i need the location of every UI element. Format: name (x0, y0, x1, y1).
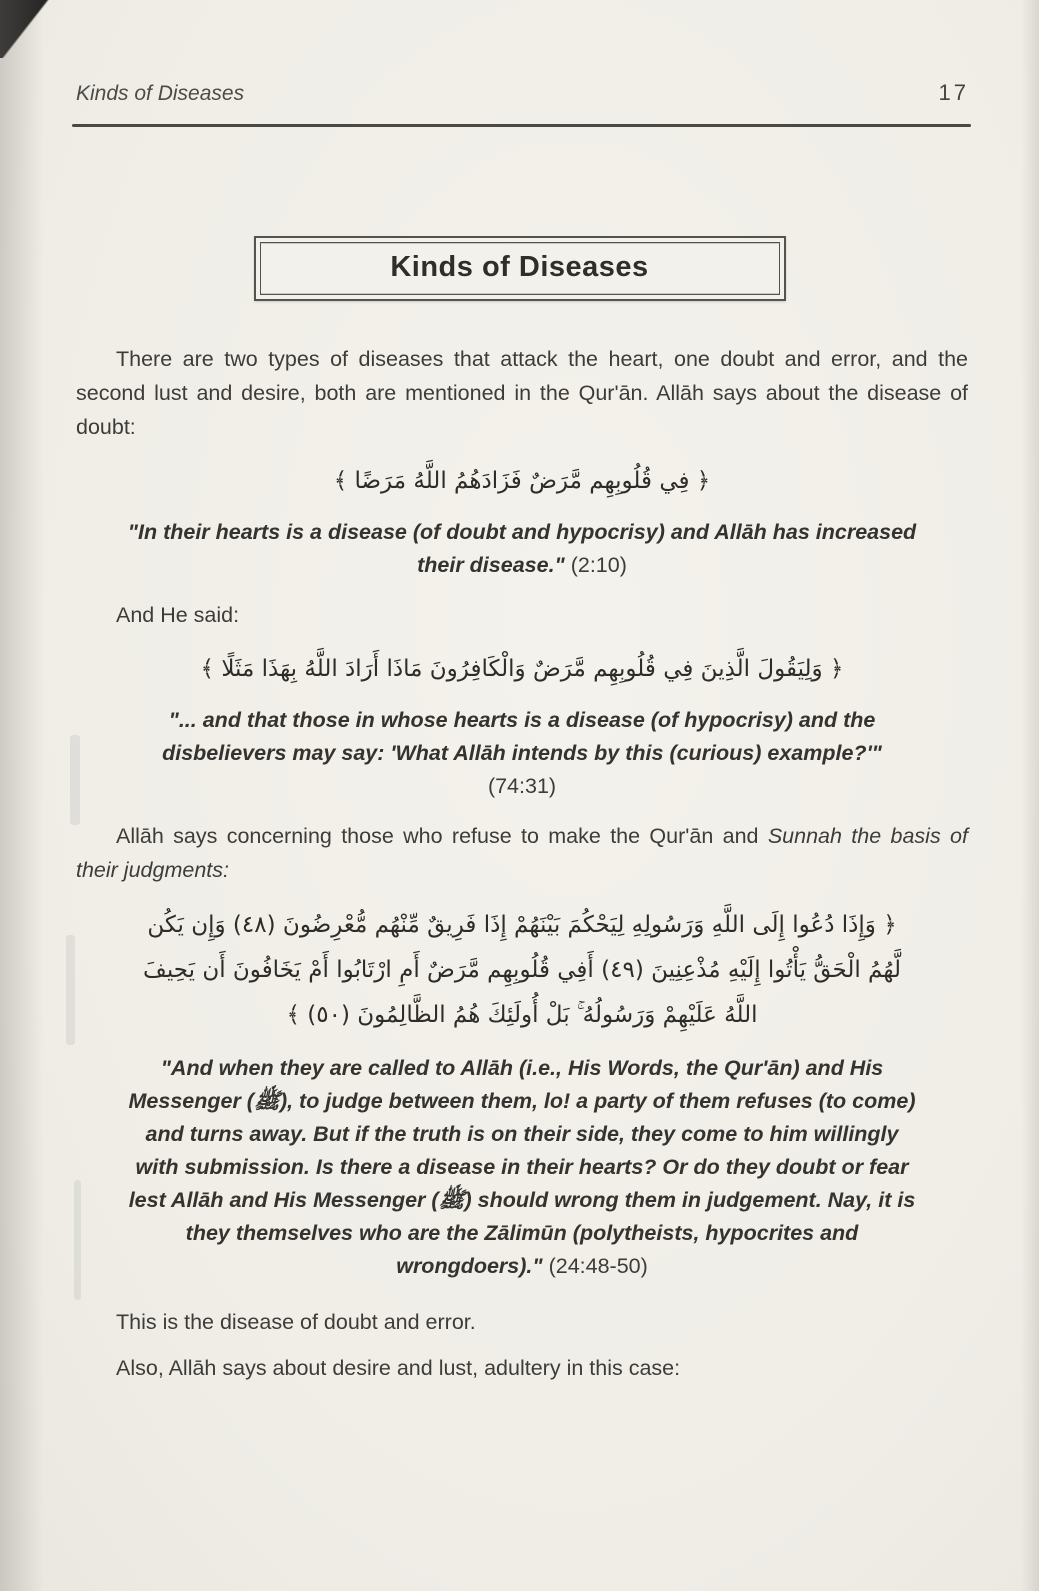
chapter-title: Kinds of Diseases (390, 251, 649, 283)
paragraph-conclusion: This is the disease of doubt and error. (116, 1310, 476, 1334)
paragraph-judgments-italic: Sunnah the basis of their judgments: (76, 824, 968, 882)
verse-reference-2-10: (2:10) (570, 553, 627, 577)
arabic-verses-24-48-50 (76, 903, 968, 1038)
running-header (76, 80, 969, 106)
verse-reference-24-48-50: (24:48-50) (548, 1254, 648, 1278)
page-content (76, 342, 968, 1385)
paragraph-judgments-text: Allāh says concerning those who refuse to make the Qur'ān and (116, 824, 759, 848)
translation-text: "... and that those in whose hearts is a disease (of hypocrisy) and the disbelievers may say: 'What Allāh intends by this (curious) example?'" (162, 708, 882, 765)
verse-reference-74-31: (74:31) (487, 774, 557, 798)
paragraph-and-he-said: And He said: (116, 603, 240, 627)
page-number: 17 (938, 80, 969, 105)
scan-right-edge-shadow (1021, 0, 1039, 1591)
scan-left-edge-shadow (0, 0, 44, 1591)
translation-quote-74-31 (127, 704, 917, 803)
paragraph-judgments (76, 819, 968, 887)
arabic-verse-line: لَّهُمُ الْحَقُّ يَأْتُوا إِلَيْهِ مُذْعِنِينَ (٤٩) أَفِي قُلُوبِهِم مَّرَضٌ أَمِ ارْتَابُوا أَمْ يَخَافُونَ أَن يَحِيفَ (143, 957, 901, 983)
header-rule (72, 124, 971, 127)
arabic-verse-line: اللَّهُ عَلَيْهِمْ وَرَسُولُهُ ۚ بَلْ أُولَئِكَ هُمُ الظَّالِمُونَ (٥٠) ﴾ (286, 1002, 758, 1028)
translation-text: "In their hearts is a disease (of doubt and hypocrisy) and Allāh has increased their disease." (127, 520, 917, 577)
bleed-through-artifact (66, 935, 75, 1045)
paragraph-intro: There are two types of diseases that attack the heart, one doubt and error, and the second lust and desire, both are mentioned in the Qur'ān. Allāh says about the disease of doubt: (76, 347, 968, 439)
translation-quote-24-48-50 (127, 1052, 917, 1283)
translation-text: "And when they are called to Allāh (i.e., His Words, the Qur'ān) and His Messenger (ﷺ), to judge between them, lo! a party of them refuses (to come) and turns away. But if the truth is on their side, they come to him willingly with submission. Is there a disease in their hearts? Or do they doubt or fear lest Allāh and His Messenger (ﷺ) should wrong them in judgement. Nay, it is they themselves who are the Zālimūn (polytheists, hypocrites and wrongdoers)." (128, 1056, 916, 1278)
arabic-verse-line: ﴿ وَإِذَا دُعُوا إِلَى اللَّهِ وَرَسُولِهِ لِيَحْكُمَ بَيْنَهُمْ إِذَا فَرِيقٌ مِّنْهُم مُّعْرِضُونَ (٤٨) وَإِن يَكُن (147, 912, 897, 938)
translation-quote-2-10 (127, 516, 917, 582)
arabic-verse-74-31: ﴿ وَلِيَقُولَ الَّذِينَ فِي قُلُوبِهِم مَّرَضٌ وَالْكَافِرُونَ مَاذَا أَرَادَ اللَّهُ بِهَذَا مَثَلًا ﴾ (200, 656, 844, 682)
chapter-title-box (254, 236, 786, 301)
paragraph-desire-lust: Also, Allāh says about desire and lust, adultery in this case: (116, 1356, 681, 1380)
arabic-verse-2-10: ﴿ فِي قُلُوبِهِم مَّرَضٌ فَزَادَهُمُ اللَّهُ مَرَضًا ﴾ (333, 468, 711, 494)
running-title: Kinds of Diseases (76, 82, 245, 105)
chapter-title-box-inner (260, 242, 780, 295)
